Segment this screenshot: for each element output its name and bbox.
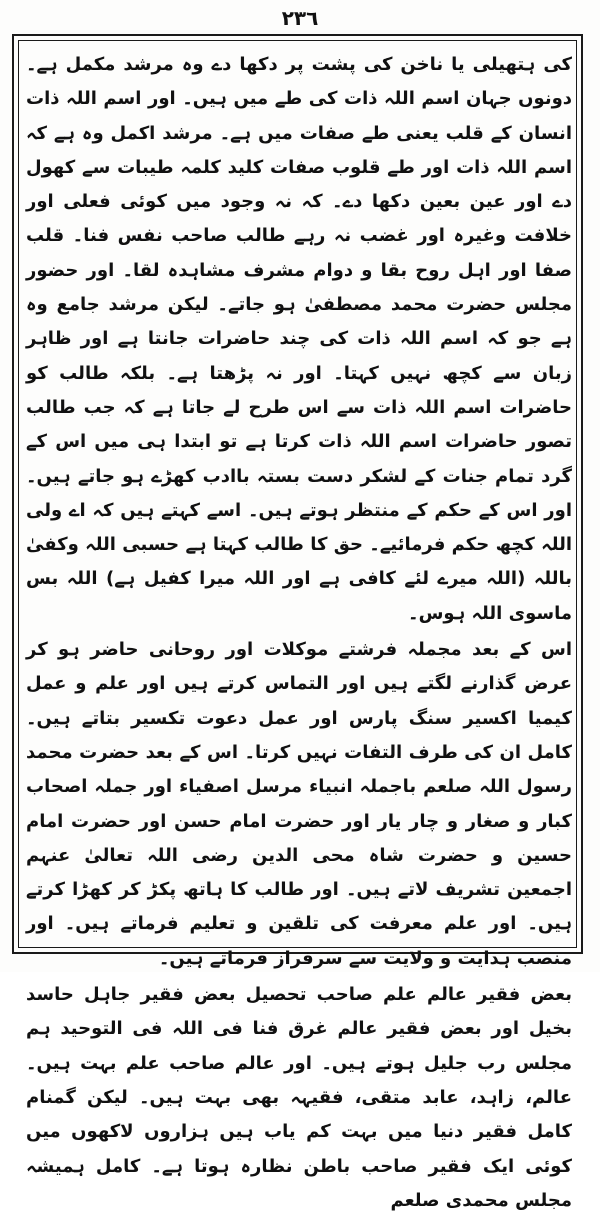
paragraph-3: بعض فقیر عالم علم صاحب تحصیل بعض فقیر جاہل حاسد بخیل اور بعض فقیر عالم غرق فنا فی اللہ فی التوحید ہم مجلس رب جلیل ہوتے ہیں۔ اور عالم صاحب علم بہت ہیں۔ عالم، زاہد، عابد متقی، فقیہہ بھی بہت ہیں۔ لیکن گمنام کامل فقیر دنیا میں بہت کم یاب ہیں ہزاروں لاکھوں میں کوئی ایک فقیر صاحب باطن نظارہ ہوتا ہے۔ کامل ہمیشہ مجلس محمدی صلعم (26, 984, 572, 1211)
body-text (26, 48, 572, 1218)
paragraph-2: اس کے بعد مجملہ فرشتے موکلات اور روحانی حاضر ہو کر عرض گذارنے لگتے ہیں اور التماس کرتے ہیں اور علم و عمل کیمیا اکسیر سنگ پارس اور عمل دعوت تکسیر بتاتے ہیں۔ کامل ان کی طرف التفات نہیں کرتا۔ اس کے بعد حضرت محمد رسول اللہ صلعم باجملہ انبیاء مرسل اصفیاء اور جملہ اصحاب کبار و صغار و چار یار اور حضرت امام حسن اور حضرت امام حسین و حضرت شاہ محی الدین رضی اللہ تعالیٰ عنہم اجمعین تشریف لاتے ہیں۔ اور طالب کا ہاتھ پکڑ کر کھڑا کرتے ہیں۔ اور علم معرفت کی تلقین و تعلیم فرماتے ہیں۔ اور منصب ہدایت و ولایت سے سرفراز فرماتے ہیں۔ (26, 639, 572, 969)
paragraph-1: کی ہتھیلی یا ناخن کی پشت پر دکھا دے وہ مرشد مکمل ہے۔ دونوں جہان اسم اللہ ذات کی طے میں ہیں۔ اور اسم اللہ ذات انسان کے قلب یعنی طے صفات میں ہے۔ مرشد اکمل وہ ہے کہ اسم اللہ ذات اور طے قلوب صفات کلید کلمہ طیبات سے کھول دے اور عین بعین دکھا دے۔ کہ نہ وجود میں کوئی فعلی اور خلافت وغیرہ اور غضب نہ رہے طالب صاحب نفس فنا۔ قلب صفا اور اہل روح بقا و دوام مشرف مشاہدہ لقا۔ اور حضور مجلس حضرت محمد مصطفیٰ ہو جاتے۔ لیکن مرشد جامع وہ ہے جو کہ اسم اللہ ذات کی چند حاضرات جانتا ہے اور ظاہر زبان سے کچھ نہیں کہتا۔ اور نہ پڑھتا ہے۔ بلکہ طالب کو حاضرات اسم اللہ ذات سے اس طرح لے جاتا ہے کہ جب طالب تصور حاضرات اسم اللہ ذات کرتا ہے تو ابتدا ہی میں اس کے گرد تمام جنات کے لشکر دست بستہ باادب کھڑے ہو جاتے ہیں۔ اور اس کے حکم کے منتظر ہوتے ہیں۔ اسے کہتے ہیں کہ اے ولی اللہ کچھ حکم فرمائیے۔ حق کا طالب کہتا ہے حسبی اللہ وکفیٰ باللہ (اللہ میرے لئے کافی ہے اور اللہ میرا کفیل ہے) اللہ بس ماسوی اللہ ہوس۔ (26, 54, 572, 624)
page-number: ٢٣٦ (281, 6, 319, 30)
